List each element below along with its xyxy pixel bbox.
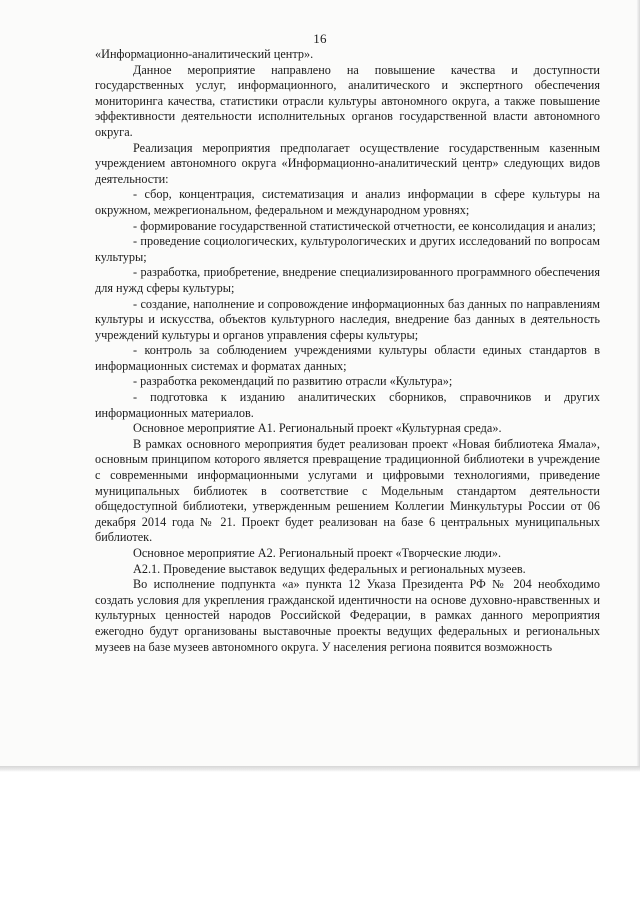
paragraph-0: «Информационно-аналитический центр». <box>95 47 314 61</box>
list-item-4: - разработка, приобретение, внедрение специализированного программного обеспечения для нужд сферы культуры; <box>95 265 600 295</box>
scan-bottom-edge <box>0 766 640 772</box>
list-item-1: - сбор, концентрация, систематизация и анализ информации в сфере культуры на окружном, межрегиональном, федеральном и международном уровнях; <box>95 187 600 217</box>
paragraph-a1-body: В рамках основного мероприятия будет реализован проект «Новая библиотека Ямала», основным принципом которого является превращение традиционной библиотеки в учреждение с современными информационными услугами и цифровыми технологиями, приведение муниципальных библиотек в соответствие с Модельным стандартом деятельности общедоступной библиотеки, утвержденным решением Коллегии Минкультуры России от 06 декабря 2014 года № 21. Проект будет реализован на базе 6 центральных муниципальных библиотек. <box>95 436 600 545</box>
list-item-8: - подготовка к изданию аналитических сборников, справочников и других информационных материалов. <box>95 390 600 420</box>
list-item-7: - разработка рекомендаций по развитию отрасли «Культура»; <box>133 374 453 389</box>
paragraph-a2-heading: Основное мероприятие А2. Региональный проект «Творческие люди». <box>133 546 502 560</box>
page-number: 16 <box>313 31 327 46</box>
paragraph-a2-1-heading: А2.1. Проведение выставок ведущих федеральных и региональных музеев. <box>133 561 526 576</box>
list-item-5: - создание, наполнение и сопровождение информационных баз данных по направлениям культуры и искусства, объектов культурного наследия, внедрение баз данных в деятельность учреждений культуры и органов управления сферы культуры; <box>95 296 600 342</box>
scan-right-edge <box>636 0 640 770</box>
paragraph-2: Реализация мероприятия предполагает осуществление государственным казенным учреждением автономного округа «Информационно-аналитический центр» следующих видов деятельности: <box>95 140 600 186</box>
paragraph-1: Данное мероприятие направлено на повышение качества и доступности государственных услуг, информационного, аналитического и экспертного обеспечения мониторинга качества, статистики отрасли культуры автономного округа, а также повышение эффективности деятельности исполнительных органов государственной власти автономного округа. <box>95 62 600 139</box>
list-item-3: - проведение социологических, культурологических и других исследований по вопросам культуры; <box>95 234 600 264</box>
paragraph-a1-heading: Основное мероприятие А1. Региональный проект «Культурная среда». <box>133 421 502 436</box>
list-item-6: - контроль за соблюдением учреждениями культуры области единых стандартов в информационных системах и форматах данных; <box>95 343 600 373</box>
paragraph-a2-1-body: Во исполнение подпункта «а» пункта 12 Указа Президента РФ № 204 необходимо создать условия для укрепления гражданской идентичности на основе духовно-нравственных и культурных ценностей народов Российской Федерации, в рамках данного мероприятия ежегодно будут организованы выставочные проекты ведущих федеральных и региональных музеев на базе музеев автономного округа. У населения региона появится возможность <box>95 577 600 654</box>
list-item-2: - формирование государственной статистической отчетности, ее консолидация и анализ; <box>133 218 596 233</box>
body-text <box>95 47 600 655</box>
